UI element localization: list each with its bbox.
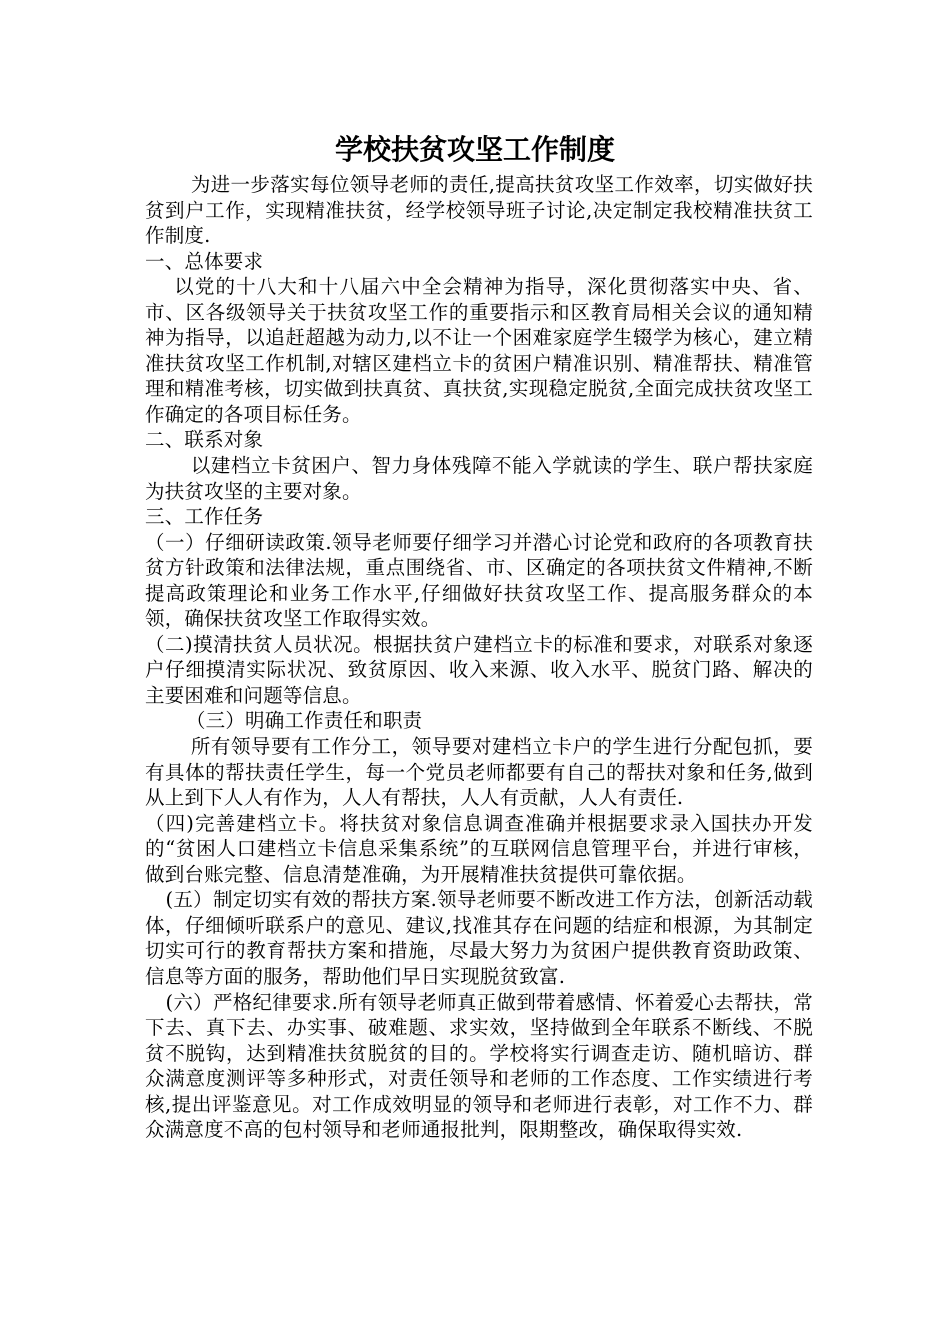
- general-requirements-paragraph: 以党的十八大和十八届六中全会精神为指导，深化贯彻落实中央、省、市、区各级领导关于扶贫攻坚工作的重要指示和区教育局相关会议的通知精神为指导，以追赶超越为动力,以不让一个困难家庭学生辍学为核心，建立精准扶贫攻坚工作机制,对辖区建档立卡的贫困户精准识别、精准帮扶、精准管理和精准考核，切实做到扶真贫、真扶贫,实现稳定脱贫,全面完成扶贫攻坚工作确定的各项目标任务。: [145, 275, 813, 426]
- task-3-heading: （三）明确工作责任和职责: [185, 709, 423, 733]
- section-heading-tasks: 三、工作任务: [145, 505, 264, 529]
- task-2-paragraph: （二)摸清扶贫人员状况。根据扶贫户建档立卡的标准和要求，对联系对象逐户仔细摸清实际状况、致贫原因、收入来源、收入水平、脱贫门路、解决的主要困难和问题等信息。: [145, 632, 813, 707]
- targets-paragraph: 以建档立卡贫困户、智力身体残障不能入学就读的学生、联户帮扶家庭为扶贫攻坚的主要对象。: [145, 454, 813, 503]
- task-3-paragraph: 所有领导要有工作分工，领导要对建档立卡户的学生进行分配包抓，要有具体的帮扶责任学生，每一个党员老师都要有自己的帮扶对象和任务,做到从上到下人人有作为，人人有帮扶，人人有贡献，人人有责任.: [145, 735, 813, 810]
- document-body: [145, 172, 813, 1143]
- task-1-paragraph: （一）仔细研读政策.领导老师要仔细学习并潜心讨论党和政府的各项教育扶贫方针政策和法律法规，重点围绕省、市、区确定的各项扶贫文件精神,不断提高政策理论和业务工作水平,仔细做好扶贫攻坚工作、提高服务群众的本领，确保扶贫攻坚工作取得实效。: [145, 530, 813, 631]
- intro-paragraph: 为进一步落实每位领导老师的责任,提高扶贫攻坚工作效率，切实做好扶贫到户工作，实现精准扶贫，经学校领导班子讨论,决定制定我校精准扶贫工作制度.: [145, 173, 813, 248]
- task-5-paragraph: (五）制定切实有效的帮扶方案.领导老师要不断改进工作方法，创新活动载体，仔细倾听联系户的意见、建议,找准其存在问题的结症和根源，为其制定切实可行的教育帮扶方案和措施，尽最大努力为贫困户提供教育资助政策、信息等方面的服务，帮助他们早日实现脱贫致富.: [145, 888, 813, 988]
- document-title: 学校扶贫攻坚工作制度: [334, 133, 615, 166]
- section-heading-general: 一、总体要求: [145, 249, 264, 273]
- task-4-paragraph: （四)完善建档立卡。将扶贫对象信息调查准确并根据要求录入国扶办开发的“贫困人口建档立卡信息采集系统”的互联网信息管理平台，并进行审核，做到台账完整、信息清楚准确，为开展精准扶贫提供可靠依据。: [145, 811, 813, 886]
- section-heading-targets: 二、联系对象: [145, 428, 264, 452]
- task-6-paragraph: (六）严格纪律要求.所有领导老师真正做到带着感情、怀着爱心去帮扶，常下去、真下去、办实事、破难题、求实效，坚持做到全年联系不断线、不脱贫不脱钩，达到精准扶贫脱贫的目的。学校将实行调查走访、随机暗访、群众满意度测评等多种形式，对责任领导和老师的工作态度、工作实绩进行考核,提出评鉴意见。对工作成效明显的领导和老师进行表彰，对工作不力、群众满意度不高的包村领导和老师通报批判，限期整改，确保取得实效.: [145, 990, 813, 1142]
